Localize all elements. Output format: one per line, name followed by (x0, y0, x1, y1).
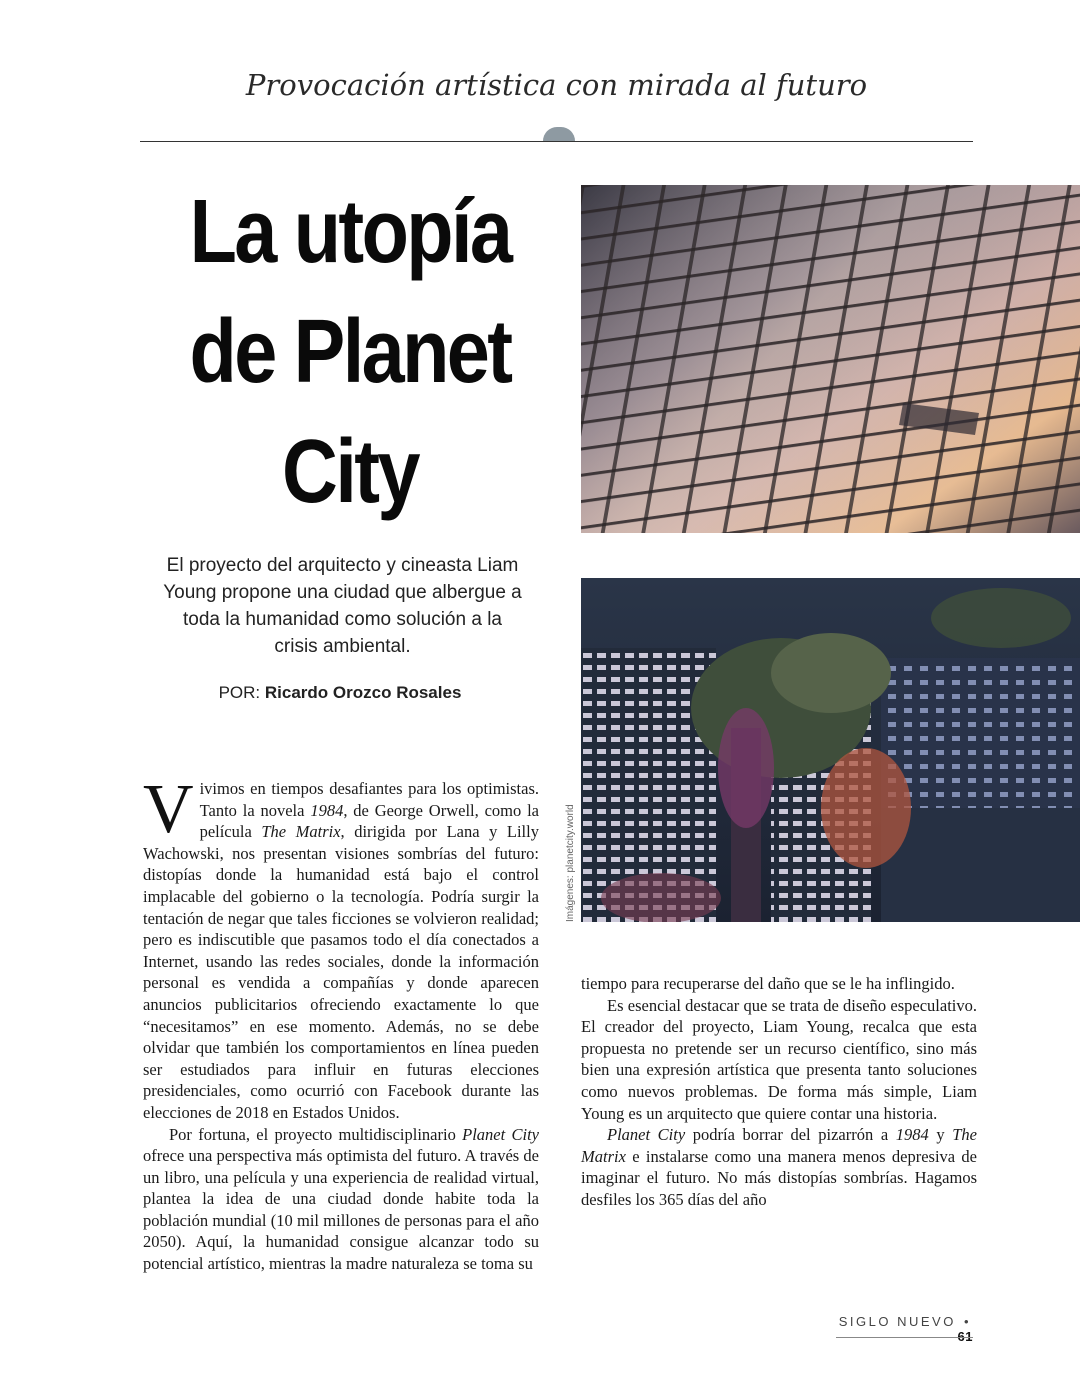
text-run-italic: The Matrix (261, 822, 341, 842)
text-run: ivimos en tiempos desafiantes para los optimistas. Tanto la novela (199, 779, 539, 820)
text-run: tiempo para recuperarse del daño que se le ha inflingido. (581, 974, 955, 993)
header-rule (140, 141, 973, 142)
header-rule-ornament (543, 127, 575, 141)
text-run-italic: The Matrix (581, 1125, 977, 1166)
text-run-italic: 1984 (895, 1125, 929, 1145)
page-footer (820, 1314, 973, 1344)
byline-prefix: POR: (218, 683, 261, 702)
paragraph-continued (581, 973, 977, 995)
solar-facade-photo (581, 185, 1080, 533)
text-run: Es esencial destacar que se trata de diseño especulativo. El creador del proyecto, Liam Young, recalca que esta propuesta no pretende ser un recurso científico, sino más bien una expresión artística que presenta tanto soluciones como nuevos problemas. De forma más simple, Liam Young es un arquitecto que quiere contar una historia. (581, 995, 977, 1123)
text-run: Por fortuna, el proyecto multidisciplinario (169, 1124, 463, 1144)
text-run-italic: Planet City (462, 1124, 539, 1144)
paragraph (143, 1124, 539, 1275)
article-headline: La utopía de Planet City (189, 182, 511, 522)
author-name: Ricardo Orozco Rosales (264, 683, 462, 702)
paragraph (581, 1124, 977, 1210)
text-run-italic: 1984 (310, 800, 344, 820)
footer-rule (836, 1337, 973, 1338)
text-run: ofrece una perspectiva más optimista del futuro. A través de un libro, una película y una experiencia de realidad virtual, plantea la idea de una ciudad donde habite toda la población mundial (10 mil millones de personas para el año 2050). Aquí, la humanidad consigue alcanzar todo su potencial artístico, mientras la madre naturaleza se toma su (143, 1146, 539, 1274)
text-run-italic: Planet City (607, 1125, 686, 1145)
megastructure-photo (581, 578, 1080, 922)
text-run: , dirigida por Lana y Lilly Wachowski, nos presentan visiones sombrías del futuro: distopías donde la humanidad está bajo el control implacable del gobierno o la tecnología. Podría surgir la tentación de negar que tales ficciones se volvieron realidad; pero es indiscutible que pasamos todo el día conectados a Internet, usando las redes sociales, donde la información personal es vendida a compañías y donde aparecen anuncios publicitarios ofreciendo exactamente lo que “necesitamos” en ese momento. Además, no se debe olvidar que también los comportamientos en línea pueden ser estudiados para influir en futuras elecciones presidenciales, como ocurrió con Facebook durante las elecciones de 2018 en Estados Unidos. (143, 822, 539, 1122)
byline (140, 683, 540, 703)
section-title: Provocación artística con mirada al futuro (245, 68, 868, 102)
page-number: 61 (957, 1329, 973, 1344)
article-body-column-right (581, 973, 977, 1211)
publication-name: SIGLO NUEVO (838, 1314, 956, 1329)
text-run: podría borrar del pizarrón a (685, 1125, 896, 1145)
footer-separator: • (963, 1314, 971, 1329)
text-run: e instalarse como una manera menos depresiva de imaginar el futuro. No más distopías sombrías. Hagamos desfiles los 365 días del año (581, 1146, 977, 1209)
paragraph (581, 995, 977, 1125)
drop-cap: V (143, 771, 194, 848)
text-run: y (928, 1125, 953, 1145)
text-run: , de George Orwell, como la película (199, 800, 539, 842)
article-subhead: El proyecto del arquitecto y cineasta Liam Young propone una ciudad que albergue a toda la humanidad como solución a la crisis ambiental. (163, 555, 522, 657)
paragraph (143, 771, 539, 1124)
article-body-column-left (143, 771, 539, 1275)
image-credit: Imágenes: planetcity.world (565, 804, 576, 922)
